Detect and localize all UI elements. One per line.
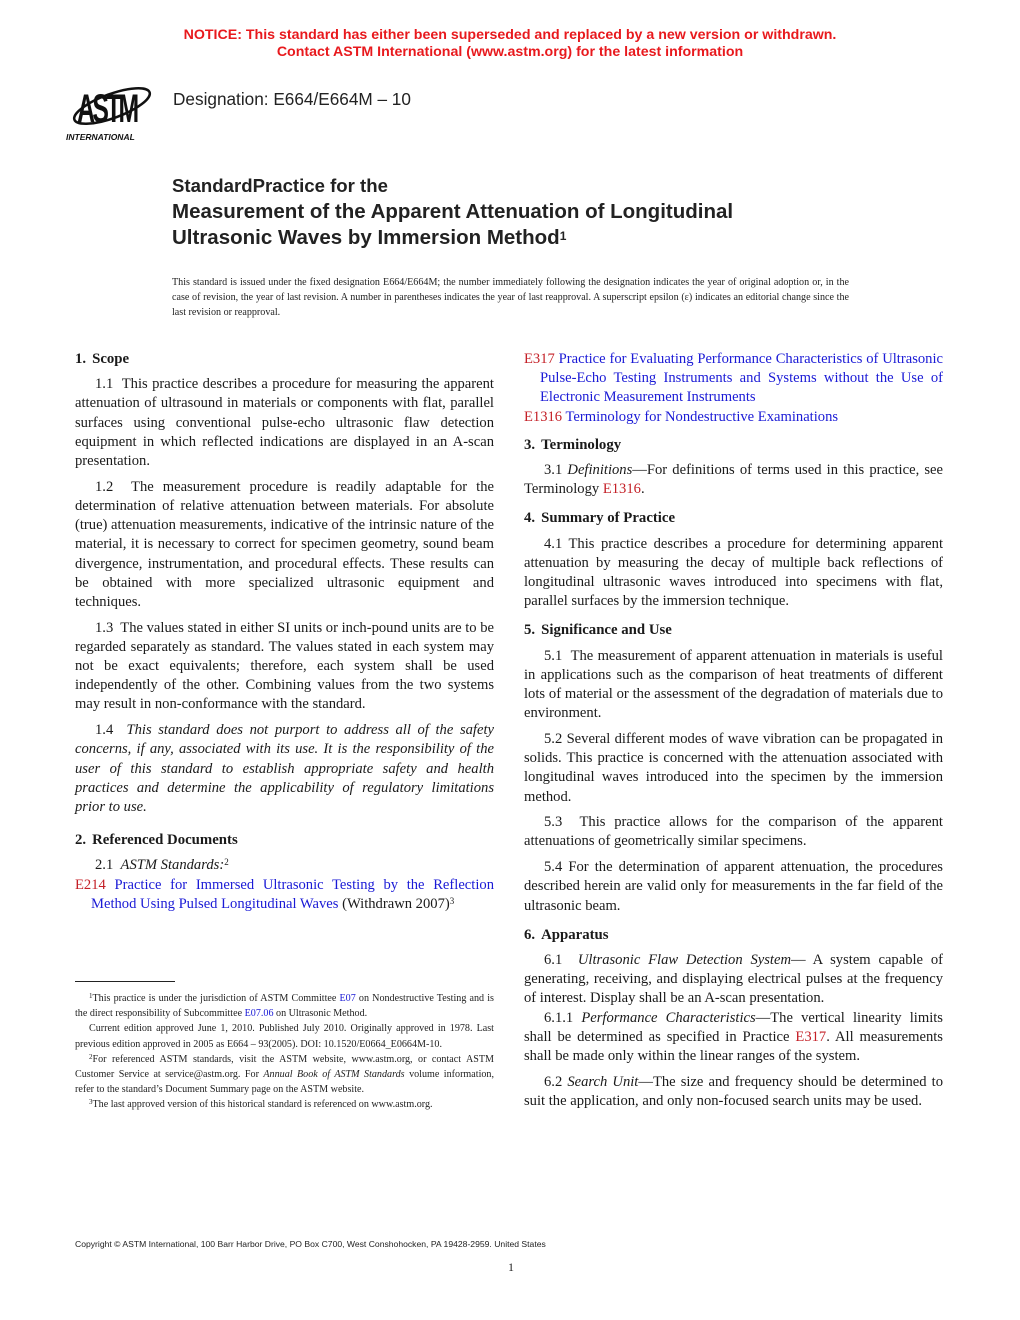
notice-line-2: Contact ASTM International (www.astm.org) for the latest information <box>276 44 744 60</box>
footnote-1-edition: Current edition approved June 1, 2010. Published July 2010. Originally approved in 1978. Last previous edition approved in 2005 as E664 – 93(2005). DOI: 10.1520/E0664_E0664M-10. <box>75 1023 494 1050</box>
para-4-1: 4.1 This practice describes a procedure for determining apparent attenuation by measuring the decay of multiple back reflections of longitudinal ultrasonic waves introduced into specimens with flat, parallel surfaces by the immersion technique. <box>524 535 944 610</box>
footnote-1: $^1$This practice is under the jurisdiction of ASTM Committee E07 on Nondestructive Testing and is the direct responsibility of Subcommittee E07.06 on Ultrasonic Method. <box>75 992 494 1020</box>
astm-globe-icon <box>66 72 162 144</box>
section-3-heading: 3. Terminology <box>524 436 622 453</box>
right-column <box>524 350 943 1118</box>
para-6-2: 6.2 Search Unit—The size and frequency should be determined to suit the application, and only non-focused search units may be used. <box>524 1073 943 1109</box>
para-2-1: 2.1 ASTM Standards:$^2$ <box>95 857 229 874</box>
section-4-heading: 4. Summary of Practice <box>524 510 676 527</box>
ref-e317 <box>524 350 943 408</box>
designation: Designation: E664/E664M – 10 <box>173 89 411 109</box>
astm-logo <box>66 72 162 144</box>
footnote-2: $^2$For referenced ASTM standards, visit the ASTM website, www.astm.org, or contact ASTM Customer Service at service@astm.org. For Annual Book of ASTM Standards volume information, refer to the standard’s Document Summary page on the ASTM website. <box>75 1052 494 1096</box>
para-6-1: 6.1 Ultrasonic Flaw Detection System— A system capable of generating, receiving, and displaying electrical pulses at the frequency of interest. Display shall be an A-scan presentation. <box>524 951 943 1007</box>
para-6-1-1: 6.1.1 Performance Characteristics—The vertical linearity limits shall be determined as specified in Practice E317. All measurements shall be made only within the linear ranges of the system. <box>524 1009 943 1064</box>
notice-line-1: NOTICE: This standard has either been superseded and replaced by a new version or withdrawn. <box>183 27 837 43</box>
section-1-heading: 1. Scope <box>75 351 130 367</box>
svg-text:INTERNATIONAL: INTERNATIONAL <box>66 132 135 142</box>
issuance-note: This standard is issued under the fixed designation E664/E664M; the number immediately following the designation indicates the year of original adoption or, in the case of revision, the year of last revision. A number in parentheses indicates the year of last reapproval. A superscript epsilon (ε) indicates an editorial change since the last revision or reapproval. <box>172 277 849 318</box>
para-1-2: 1.2 The measurement procedure is readily adaptable for the determination of relative attenuation between materials. For absolute (true) attenuation measurements, indicative of the intrinsic nature of the material, it is necessary to correct for specimen geometry, sound beam divergence, instrumentation, and procedural effects. These results can be obtained with more specialized ultrasonic equipment and techniques. <box>75 478 495 610</box>
footnote-divider <box>75 981 175 982</box>
para-5-4: 5.4 For the determination of apparent attenuation, the procedures described herein are valid only for measurements in the far field of the ultrasonic beam. <box>524 859 943 914</box>
section-2-heading: 2. Referenced Documents <box>75 832 238 849</box>
ref-e1316 <box>524 408 943 427</box>
e317-link[interactable]: E317 <box>795 1028 827 1045</box>
e1316-link[interactable]: E1316 <box>602 481 641 498</box>
subcommittee-e0706-link[interactable]: E07.06 <box>244 1008 274 1020</box>
section-6-heading: 6. Apparatus <box>524 926 609 943</box>
para-1-4: 1.4 This standard does not purport to address all of the safety concerns, if any, associated with its use. It is the responsibility of the user of this standard to establish appropriate safety and health practices and determine the applicability of regulatory limitations prior to use. <box>75 722 494 815</box>
ref-title-link[interactable]: Practice for Evaluating Performance Characteristics of Ultrasonic Pulse-Echo Testing Instruments and Systems without the Use of Electronic Measurement Instruments <box>540 351 943 406</box>
footnote-3: $^3$The last approved version of this historical standard is referenced on www.astm.org. <box>89 1098 433 1111</box>
ref-code-link[interactable]: E317 <box>524 351 555 367</box>
section-5-heading: 5. Significance and Use <box>524 622 672 639</box>
left-column <box>75 350 494 914</box>
title-line-2: Measurement of the Apparent Attenuation of Longitudinal <box>172 200 734 223</box>
document-title <box>172 173 733 251</box>
para-5-1: 5.1 The measurement of apparent attenuation in materials is useful in applications such as the comparison of heat treatments of different lots of material or the assessment of the degradation of materials due to environment. <box>524 647 943 722</box>
para-5-3: 5.3 This practice allows for the comparison of the apparent attenuations of geometrically similar specimens. <box>524 814 943 850</box>
para-1-1: 1.1 This practice describes a procedure for measuring the apparent attenuation of ultrasound in materials or components with flat, parallel surfaces using conventional pulse-echo ultrasonic flaw detection equipment in which reflected indications are displayed in an A-scan presentation. <box>75 376 494 470</box>
para-5-2: 5.2 Several different modes of wave vibration can be propagated in solids. This practice is concerned with the attenuation associated with longitudinal waves introduced into the specimen by the immersion method. <box>524 730 943 805</box>
ref-title-link[interactable]: Practice for Immersed Ultrasonic Testing by the Reflection Method Using Pulsed Longitudinal Waves <box>91 876 494 912</box>
footnotes <box>75 991 494 1113</box>
para-1-3: 1.3 The values stated in either SI units or inch-pound units are to be regarded separately as standard. The values stated in each system may not be exact equivalents; therefore, each system shall be used independently of the other. Combining values from the two systems may result in non-conformance with the standard. <box>75 619 494 713</box>
title-footnote-mark[interactable]: 1 <box>559 229 567 243</box>
ref-e214: E214 Practice for Immersed Ultrasonic Testing by the Reflection Method Using Pulsed Longitudinal Waves (Withdrawn 2007)$^3$ <box>75 876 494 912</box>
ref-title-link[interactable]: Terminology for Nondestructive Examinations <box>565 408 839 425</box>
ref-code-link[interactable]: E1316 <box>524 408 563 425</box>
title-line-3: Ultrasonic Waves by Immersion Method$^1$ <box>172 226 567 249</box>
committee-e07-link[interactable]: E07 <box>339 993 356 1004</box>
page-number: 1 <box>508 1260 514 1274</box>
para-3-1: 3.1 Definitions—For definitions of terms used in this practice, see Terminology E1316. <box>524 462 943 498</box>
title-line-1: StandardPractice for the <box>172 175 388 196</box>
ref-code-link[interactable]: E214 <box>75 876 106 893</box>
supersession-notice <box>0 27 1020 61</box>
svg-text:ASTM: ASTM <box>77 87 140 132</box>
copyright-line: Copyright © ASTM International, 100 Barr Harbor Drive, PO Box C700, West Conshohocken, PA 19428-2959. United States <box>75 1239 546 1249</box>
